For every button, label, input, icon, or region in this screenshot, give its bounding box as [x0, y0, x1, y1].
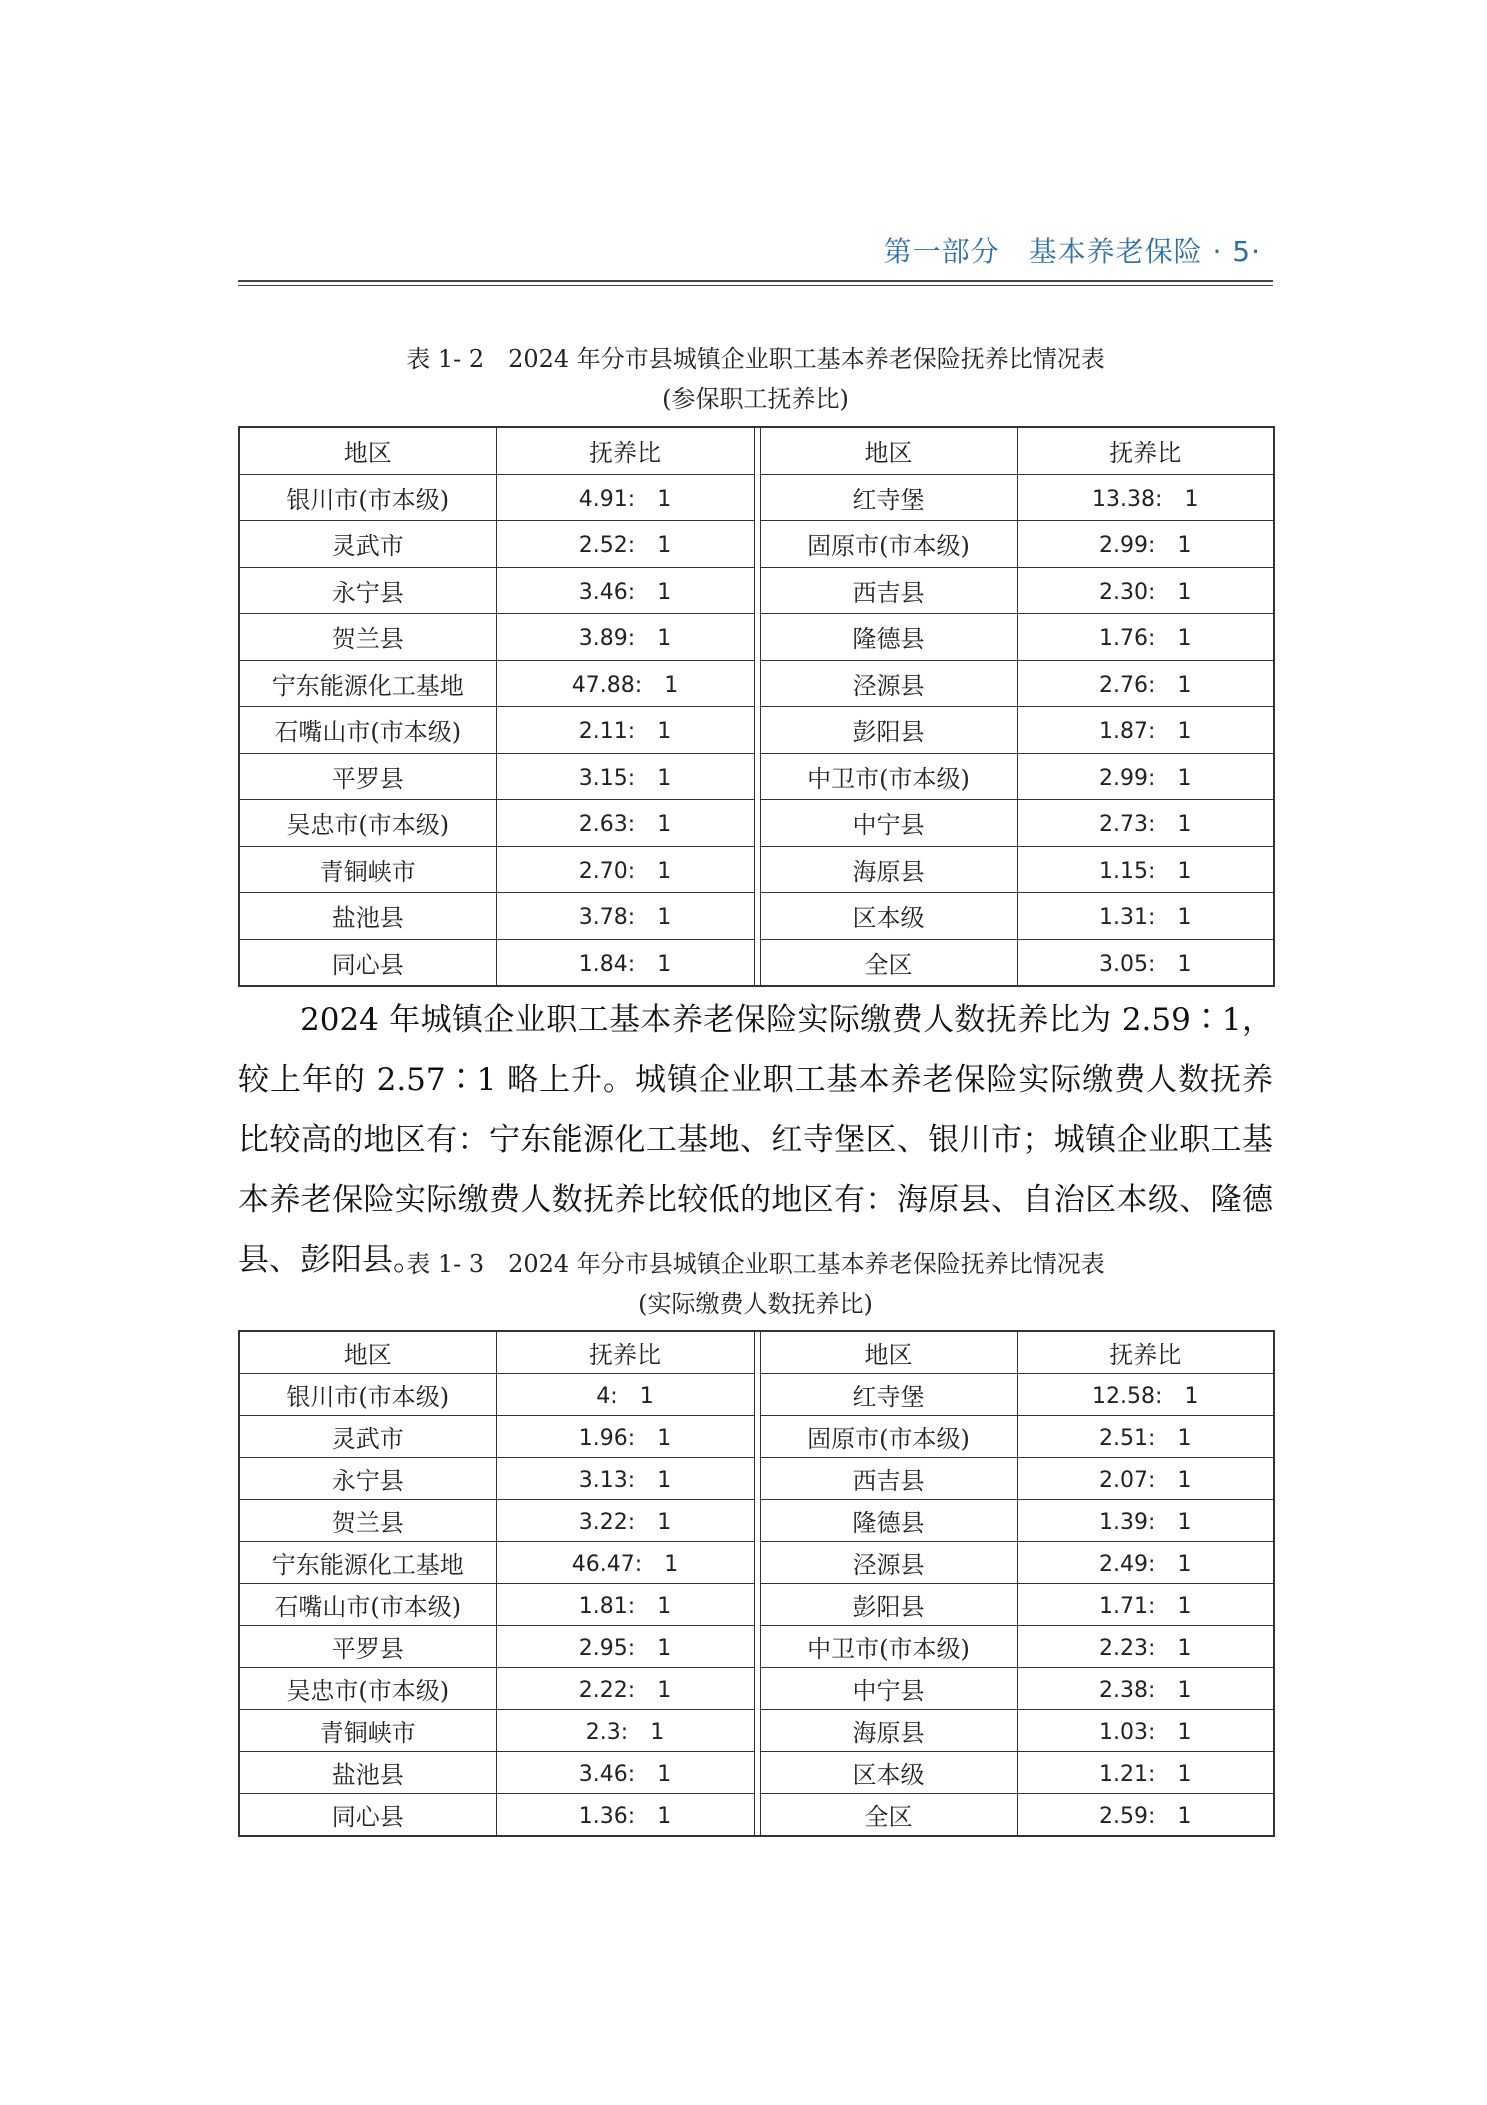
ratio-cell: 1.31: 1 [1017, 893, 1274, 940]
region-cell: 红寺堡 [760, 474, 1017, 521]
region-cell: 红寺堡 [760, 1374, 1017, 1416]
table-row [239, 614, 1274, 661]
region-cell: 宁东能源化工基地 [239, 660, 496, 707]
region-cell: 西吉县 [760, 567, 1017, 614]
ratio-cell: 2.22: 1 [496, 1668, 754, 1710]
region-cell: 彭阳县 [760, 1584, 1017, 1626]
region-cell: 全区 [760, 939, 1017, 986]
column-header-ratio: 抚养比 [496, 1331, 754, 1374]
region-cell: 盐池县 [239, 1752, 496, 1794]
running-title: 第一部分 基本养老保险 · 5· [883, 235, 1261, 268]
column-header-ratio: 抚养比 [1017, 1331, 1274, 1374]
region-cell: 永宁县 [239, 1458, 496, 1500]
ratio-cell: 2.73: 1 [1017, 800, 1274, 847]
ratio-cell: 3.78: 1 [496, 893, 754, 940]
region-cell: 西吉县 [760, 1458, 1017, 1500]
ratio-cell: 3.89: 1 [496, 614, 754, 661]
paragraph-text: 2024 年城镇企业职工基本养老保险实际缴费人数抚养比为 2.59∶1，较上年的 2.57∶1 略上升。城镇企业职工基本养老保险实际缴费人数抚养比较高的地区有：宁东能源化工基地、红寺堡区、银川市；城镇企业职工基本养老保险实际缴费人数抚养比较低的地区有：海原县、自治区本级、隆德县、彭阳县。 [238, 1002, 1273, 1278]
region-cell: 银川市(市本级) [239, 474, 496, 521]
table-row [239, 521, 1274, 568]
table2-subcaption: (实际缴费人数抚养比) [638, 1290, 873, 1318]
region-cell: 区本级 [760, 1752, 1017, 1794]
table-row [239, 1626, 1274, 1668]
ratio-cell: 2.95: 1 [496, 1626, 754, 1668]
table-row [239, 1542, 1274, 1584]
region-cell: 青铜峡市 [239, 1710, 496, 1752]
region-cell: 区本级 [760, 893, 1017, 940]
ratio-cell: 3.13: 1 [496, 1458, 754, 1500]
ratio-cell: 3.46: 1 [496, 1752, 754, 1794]
ratio-cell: 13.38: 1 [1017, 474, 1274, 521]
ratio-cell: 2.70: 1 [496, 846, 754, 893]
ratio-cell: 1.03: 1 [1017, 1710, 1274, 1752]
ratio-cell: 2.99: 1 [1017, 753, 1274, 800]
table1 [238, 426, 1275, 987]
ratio-cell: 2.59: 1 [1017, 1794, 1274, 1837]
ratio-cell: 3.15: 1 [496, 753, 754, 800]
column-header-region: 地区 [760, 427, 1017, 474]
region-cell: 吴忠市(市本级) [239, 800, 496, 847]
ratio-cell: 2.52: 1 [496, 521, 754, 568]
ratio-cell: 1.76: 1 [1017, 614, 1274, 661]
region-cell: 隆德县 [760, 1500, 1017, 1542]
page-header [238, 222, 1273, 282]
table-row [239, 707, 1274, 754]
table-row [239, 1500, 1274, 1542]
ratio-cell: 2.23: 1 [1017, 1626, 1274, 1668]
column-header-region: 地区 [239, 427, 496, 474]
region-cell: 同心县 [239, 939, 496, 986]
region-cell: 吴忠市(市本级) [239, 1668, 496, 1710]
region-cell: 海原县 [760, 846, 1017, 893]
table1-subcaption: (参保职工抚养比) [662, 385, 849, 413]
ratio-cell: 1.15: 1 [1017, 846, 1274, 893]
ratio-cell: 1.81: 1 [496, 1584, 754, 1626]
table-row [239, 1374, 1274, 1416]
region-cell: 灵武市 [239, 1416, 496, 1458]
region-cell: 中宁县 [760, 1668, 1017, 1710]
table2 [238, 1330, 1275, 1837]
table-row [239, 567, 1274, 614]
ratio-cell: 1.21: 1 [1017, 1752, 1274, 1794]
column-header-ratio: 抚养比 [496, 427, 754, 474]
ratio-cell: 12.58: 1 [1017, 1374, 1274, 1416]
header-rule-thin [238, 285, 1273, 286]
table-row [239, 1584, 1274, 1626]
region-cell: 盐池县 [239, 893, 496, 940]
table-row [239, 1752, 1274, 1794]
table2-caption: 表 1- 3 2024 年分市县城镇企业职工基本养老保险抚养比情况表 [406, 1250, 1105, 1278]
region-cell: 隆德县 [760, 614, 1017, 661]
ratio-cell: 2.49: 1 [1017, 1542, 1274, 1584]
ratio-cell: 2.11: 1 [496, 707, 754, 754]
region-cell: 宁东能源化工基地 [239, 1542, 496, 1584]
region-cell: 永宁县 [239, 567, 496, 614]
ratio-cell: 2.99: 1 [1017, 521, 1274, 568]
column-header-region: 地区 [239, 1331, 496, 1374]
region-cell: 泾源县 [760, 1542, 1017, 1584]
ratio-cell: 2.07: 1 [1017, 1458, 1274, 1500]
region-cell: 泾源县 [760, 660, 1017, 707]
table-row [239, 1668, 1274, 1710]
region-cell: 中卫市(市本级) [760, 753, 1017, 800]
table-row [239, 474, 1274, 521]
table-row [239, 800, 1274, 847]
ratio-cell: 1.84: 1 [496, 939, 754, 986]
ratio-cell: 1.87: 1 [1017, 707, 1274, 754]
table-row [239, 893, 1274, 940]
table-header-row [239, 1331, 1274, 1374]
region-cell: 固原市(市本级) [760, 1416, 1017, 1458]
ratio-cell: 4.91: 1 [496, 474, 754, 521]
region-cell: 贺兰县 [239, 614, 496, 661]
region-cell: 石嘴山市(市本级) [239, 1584, 496, 1626]
region-cell: 固原市(市本级) [760, 521, 1017, 568]
table-row [239, 753, 1274, 800]
table-row [239, 660, 1274, 707]
ratio-cell: 1.96: 1 [496, 1416, 754, 1458]
region-cell: 银川市(市本级) [239, 1374, 496, 1416]
header-rule-thick [238, 280, 1273, 282]
region-cell: 青铜峡市 [239, 846, 496, 893]
column-header-ratio: 抚养比 [1017, 427, 1274, 474]
ratio-cell: 1.39: 1 [1017, 1500, 1274, 1542]
ratio-cell: 2.63: 1 [496, 800, 754, 847]
ratio-cell: 2.76: 1 [1017, 660, 1274, 707]
region-cell: 同心县 [239, 1794, 496, 1837]
ratio-cell: 47.88: 1 [496, 660, 754, 707]
ratio-cell: 46.47: 1 [496, 1542, 754, 1584]
table1-caption: 表 1- 2 2024 年分市县城镇企业职工基本养老保险抚养比情况表 [406, 345, 1105, 373]
ratio-cell: 3.46: 1 [496, 567, 754, 614]
table-row [239, 939, 1274, 986]
region-cell: 海原县 [760, 1710, 1017, 1752]
table-row [239, 1710, 1274, 1752]
table-row [239, 1416, 1274, 1458]
ratio-cell: 4: 1 [496, 1374, 754, 1416]
region-cell: 全区 [760, 1794, 1017, 1837]
region-cell: 平罗县 [239, 753, 496, 800]
table-row [239, 846, 1274, 893]
column-header-region: 地区 [760, 1331, 1017, 1374]
region-cell: 贺兰县 [239, 1500, 496, 1542]
ratio-cell: 3.05: 1 [1017, 939, 1274, 986]
region-cell: 平罗县 [239, 1626, 496, 1668]
region-cell: 彭阳县 [760, 707, 1017, 754]
table-header-row [239, 427, 1274, 474]
ratio-cell: 2.30: 1 [1017, 567, 1274, 614]
ratio-cell: 2.38: 1 [1017, 1668, 1274, 1710]
region-cell: 石嘴山市(市本级) [239, 707, 496, 754]
table-row [239, 1458, 1274, 1500]
ratio-cell: 2.3: 1 [496, 1710, 754, 1752]
region-cell: 灵武市 [239, 521, 496, 568]
ratio-cell: 1.71: 1 [1017, 1584, 1274, 1626]
region-cell: 中宁县 [760, 800, 1017, 847]
ratio-cell: 3.22: 1 [496, 1500, 754, 1542]
region-cell: 中卫市(市本级) [760, 1626, 1017, 1668]
ratio-cell: 1.36: 1 [496, 1794, 754, 1837]
ratio-cell: 2.51: 1 [1017, 1416, 1274, 1458]
table-row [239, 1794, 1274, 1837]
